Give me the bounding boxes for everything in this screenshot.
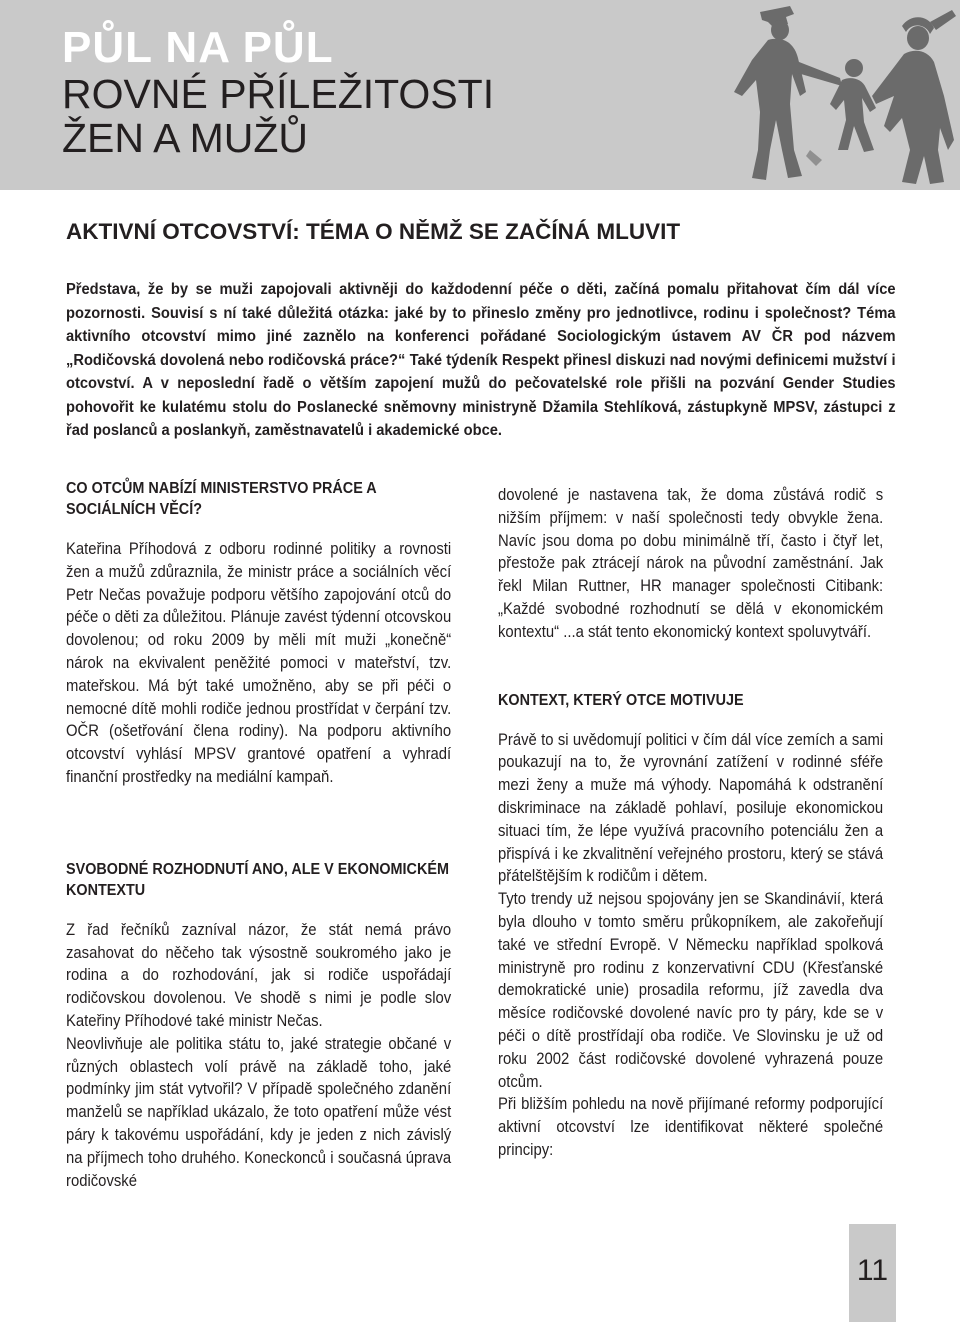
section-text-free-decision-2: Neovlivňuje ale politika státu to, jaké strategie občané v různých oblastech volí právě na základě toho, jaké podmínky jim stát vytvořil? V případě společného zdanění manželů se například ukázalo, že toto opatření může vést páry k takovému uspořádání, kdy je jeden z nich závislý na příjmech toho druhého. Koneckonců i současná úprava rodičovské [66, 1034, 452, 1190]
section-text-ministry: Kateřina Příhodová z odboru rodinné politiky a rovnosti žen a mužů zdůraznila, že ministr práce a sociálních věcí Petr Nečas považuje podporu většího zapojování otců do péče o děti za důležitou. Plánuje zavést týdenní otcovskou dovolenou; od roku 2009 by měli mít muži „konečně“ nárok na ekvivalent peněžité pomoci v mateřství, tzv. mateřskou. Má být také umožněno, aby se při péči o nemocné dítě mohli rodiče jednou prostřídat v čerpání tzv. OČR (ošetřování člena rodiny). Na podporu aktivního otcovství vyhlásí MPSV grantové opatření a vyhradí finanční prostředky na mediální kampaň. [66, 540, 452, 786]
series-subtitle [62, 72, 494, 160]
article-headline: AKTIVNÍ OTCOVSTVÍ: TÉMA O NĚMŽ SE ZAČÍNÁ MLUVIT [66, 219, 681, 244]
series-title: PŮL NA PŮL [62, 23, 334, 72]
header-banner [0, 0, 960, 190]
section-text-context-2: Tyto trendy už nejsou spojovány jen se Skandinávií, která byla dlouho v tomto směru průkopníkem, ale zakořeňují také ve střední Evropě. V Německu například spolková ministryně pro rodinu z konzervativní CDU (Křesťanské demokratické unie) prosadila reformu, jíž zavedla dva měsíce rodičovské dovolené navíc pro ty páry, kde se v péči o dítě prostřídají oba rodiče. Ve Slovinsku je už od roku 2002 část rodičovské dovolené vyhrazená pouze otcům. [498, 890, 884, 1091]
continuation-text: dovolené je nastavena tak, že doma zůstává rodič s nižším příjmem: v naší společnosti tedy obvykle žena. Navíc jsou doma po dobu minimálně tří, často i čtyř let, přestože pak ztrácejí nárok na původní zaměstnání. Jak řekl Milan Ruttner, HR manager společnosti Citibank: „Každé svobodné rozhodnutí se dělá v ekonomickém kontextu“ ...a stát tento ekonomický kontext spoluvytváří. [498, 486, 884, 641]
series-subtitle-line1: ROVNÉ PŘÍLEŽITOSTI [62, 71, 495, 117]
page-number-tab [849, 1224, 896, 1322]
section-text-context-1: Právě to si uvědomují politici v čím dál více zemích a sami poukazují na to, že vyrovnání zatížení v rodinné sféře mezi ženy a muže má výhody. Napomáhá k odstranění diskriminace na základě pohlaví, posiluje ekonomickou situaci tím, že lépe využívá pracovního potenciálu žen a přispívá i ke zkvalitnění veřejného prostoru, který se stává přátelštějším k rodičům i dětem. [498, 730, 884, 886]
section-text-context-3: Při bližším pohledu na nově přijímané reformy podporující aktivní otcovství lze identifikovat některé společné principy: [498, 1095, 884, 1159]
section-text-free-decision-1: Z řad řečníků zazníval názor, že stát nemá právo zasahovat do něčeho tak výsostně soukromého jako je rodina a do rozhodování, jak si rodiče uspořádají rodičovskou dovolenou. Ve shodě s nimi je podle slov Kateřiny Příhodové také ministr Nečas. [66, 920, 452, 1030]
section-heading-ministry: CO OTCŮM NABÍZÍ MINISTERSTVO PRÁCE A SOCIÁLNÍCH VĚCÍ? [66, 480, 377, 518]
left-column [66, 478, 451, 1192]
family-silhouette-icon [690, 0, 960, 190]
right-column [498, 484, 883, 1162]
section-heading-context: KONTEXT, KTERÝ OTCE MOTIVUJE [498, 691, 744, 709]
section-heading-free-decision: SVOBODNÉ ROZHODNUTÍ ANO, ALE V EKONOMICKÉM KONTEXTU [66, 860, 449, 899]
page-number: 11 [856, 1254, 889, 1287]
series-subtitle-line2: ŽEN A MUŽŮ [62, 115, 309, 161]
article-lead: Představa, že by se muži zapojovali aktivněji do každodenní péče o děti, začíná pomalu přitahovat čím dál více pozornosti. Souvisí s ní také důležitá otázka: jaké by to přineslo změny pro jednotlivce, rodinu i společnost? Téma aktivního otcovství mimo jiné zaznělo na konferenci pořádané Sociologickým ústavem AV ČR pod názvem „Rodičovská dovolená nebo rodičovská práce?“ Také týdeník Respekt přinesl diskuzi nad novými definicemi mužství i otcovství. A v neposlední řadě o větším zapojení mužů do pečovatelské role přišli na pozvání Gender Studies pohovořit ke kulatému stolu do Poslanecké sněmovny ministryně Džamila Stehlíková, zástupkyně MPSV, zástupci z řad poslanců a poslankyň, zaměstnavatelů i akademické obce. [66, 281, 896, 439]
